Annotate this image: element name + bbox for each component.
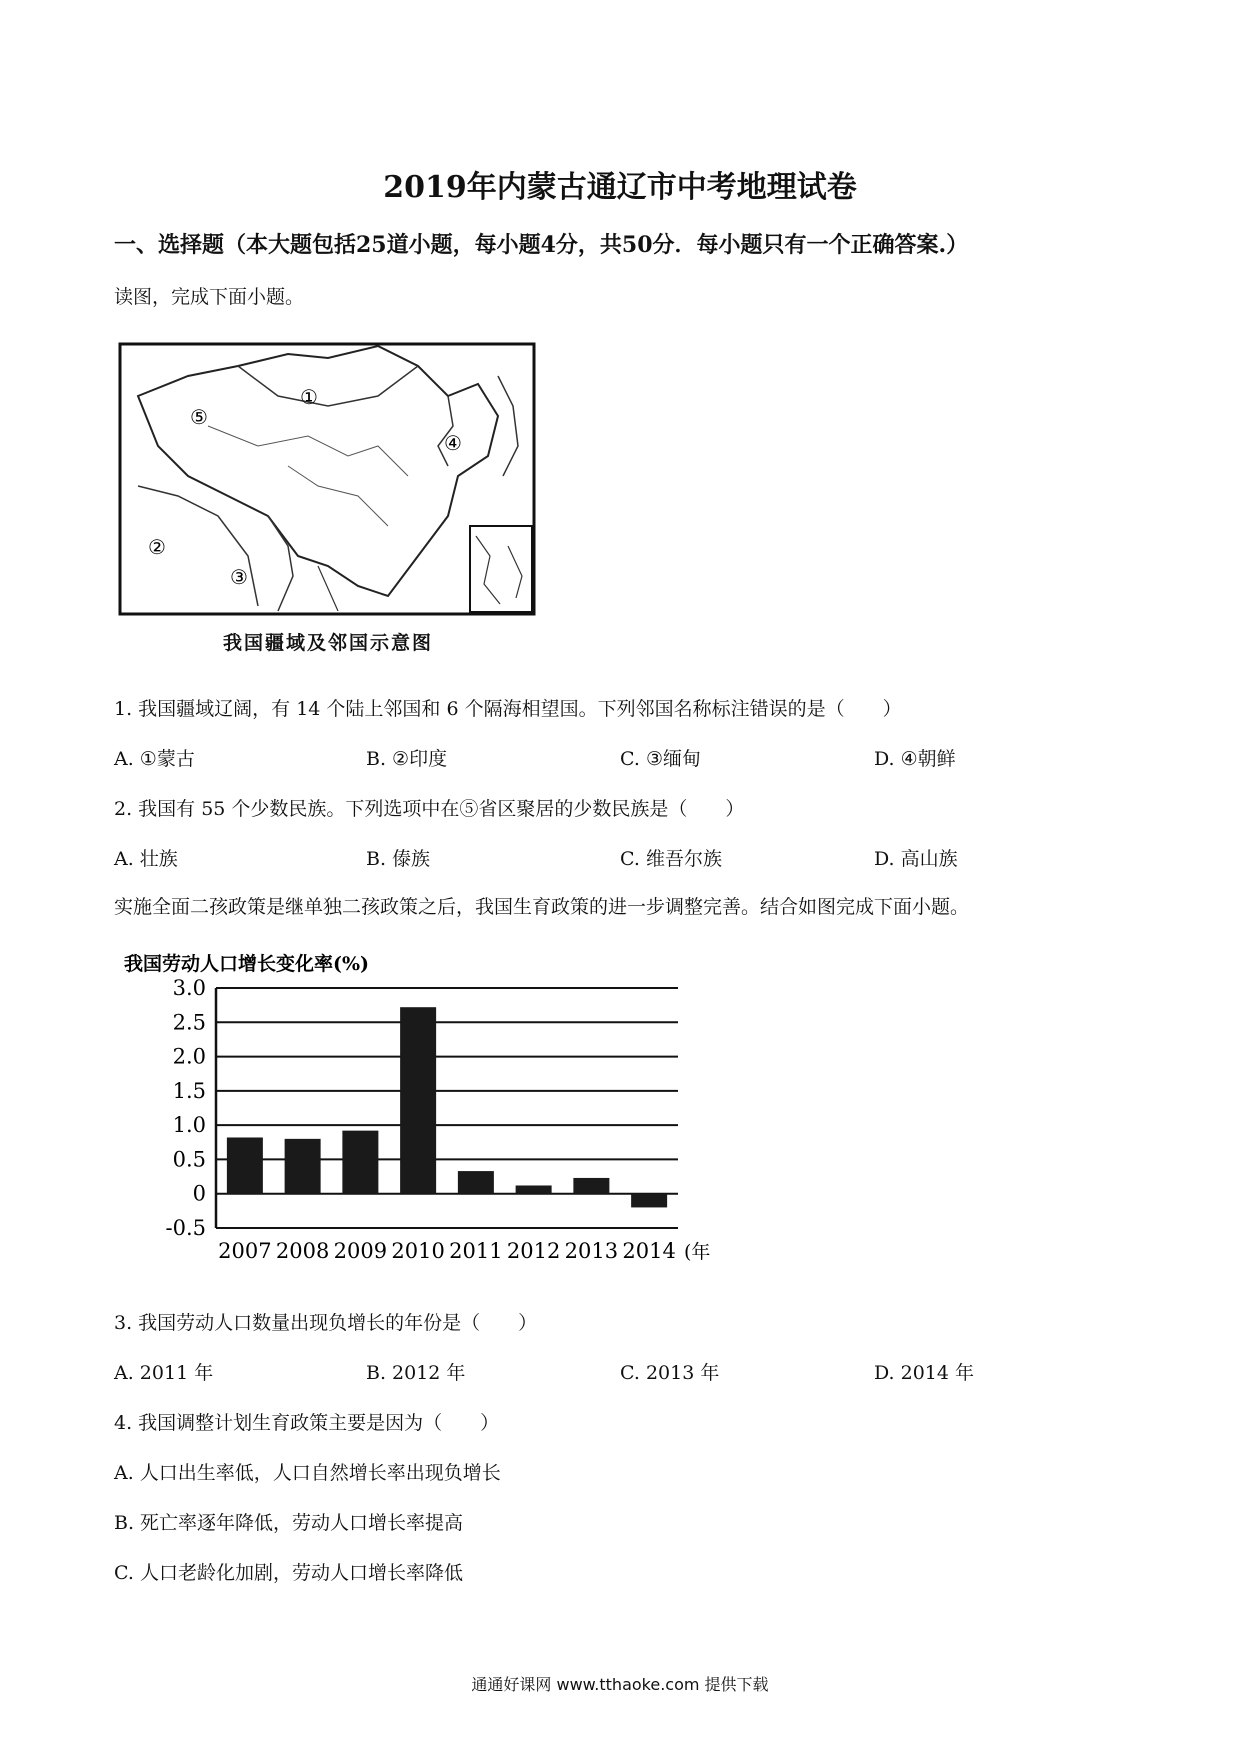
x-axis-unit: (年 (684, 1241, 711, 1263)
q4-option-c: C. 人口老龄化加剧，劳动人口增长率降低 (114, 1562, 463, 1584)
bar-2012 (516, 1185, 552, 1193)
map-label-5: ⑤ (190, 405, 208, 429)
q3-option-a: A. 2011 年 (114, 1362, 214, 1384)
q1-option-d: D. ④朝鲜 (874, 748, 956, 770)
q2-option-b: B. 傣族 (366, 848, 431, 870)
bar-2007 (227, 1137, 263, 1193)
section-heading: 一、选择题（本大题包括25道小题，每小题4分，共50分．每小题只有一个正确答案.） (114, 232, 969, 258)
x-tick-label: 2007 (218, 1239, 272, 1263)
bar-2014 (631, 1194, 667, 1208)
map-figure (118, 336, 538, 618)
q1-option-a: A. ①蒙古 (114, 748, 195, 770)
map-label-1: ① (300, 385, 318, 409)
x-tick-label: 2014 (622, 1239, 676, 1263)
q3-option-d: D. 2014 年 (874, 1362, 975, 1384)
page-footer: 通通好课网 www.tthaoke.com 提供下载 (471, 1675, 769, 1694)
q1-option-c: C. ③缅甸 (620, 748, 701, 770)
y-tick-label: 3.0 (172, 976, 206, 1000)
intro-text-2: 实施全面二孩政策是继单独二孩政策之后，我国生育政策的进一步调整完善。结合如图完成下面小题。 (114, 896, 970, 918)
q2-option-d: D. 高山族 (874, 848, 958, 870)
q3-option-b: B. 2012 年 (366, 1362, 466, 1384)
y-tick-label: 0.5 (172, 1147, 206, 1172)
question-1-stem: 1. 我国疆域辽阔，有 14 个陆上邻国和 6 个隔海相望国。下列邻国名称标注错误的是（ ） (114, 698, 902, 720)
q3-option-c: C. 2013 年 (620, 1362, 720, 1384)
bar-2011 (458, 1171, 494, 1194)
y-tick-label: 1.5 (172, 1078, 206, 1103)
y-tick-label: 1.0 (172, 1113, 206, 1138)
q2-option-a: A. 壮族 (114, 848, 178, 870)
x-tick-label: 2008 (275, 1239, 330, 1263)
q2-option-c: C. 维吾尔族 (620, 848, 722, 870)
x-tick-label: 2010 (391, 1239, 445, 1263)
y-tick-label: 2.0 (172, 1044, 206, 1069)
bar-2013 (573, 1178, 609, 1194)
question-2-stem: 2. 我国有 55 个少数民族。下列选项中在⑤省区聚居的少数民族是（ ） (114, 798, 745, 820)
map-caption: 我国疆域及邻国示意图 (222, 632, 433, 654)
q4-option-a: A. 人口出生率低，人口自然增长率出现负增长 (114, 1462, 501, 1484)
map-svg (118, 336, 538, 618)
q1-option-b: B. ②印度 (366, 748, 448, 770)
question-4-stem: 4. 我国调整计划生育政策主要是因为（ ） (114, 1412, 500, 1434)
bar-2008 (285, 1139, 321, 1194)
question-3-stem: 3. 我国劳动人口数量出现负增长的年份是（ ） (114, 1312, 538, 1334)
y-tick-label: 2.5 (172, 1010, 206, 1035)
intro-text-1: 读图，完成下面小题。 (114, 286, 305, 308)
y-tick-label: 0 (192, 1181, 206, 1206)
y-tick-label: -0.5 (165, 1216, 206, 1240)
chart-title: 我国劳动人口增长变化率(%) (124, 953, 370, 975)
map-label-2: ② (148, 535, 166, 559)
chart-svg (118, 948, 728, 1288)
page-title: 2019年内蒙古通辽市中考地理试卷 (383, 170, 857, 205)
x-tick-label: 2013 (564, 1239, 619, 1263)
x-tick-label: 2009 (333, 1239, 388, 1263)
q4-option-b: B. 死亡率逐年降低，劳动人口增长率提高 (114, 1512, 464, 1534)
map-label-3: ③ (230, 565, 248, 589)
bar-chart (118, 948, 728, 1288)
x-tick-label: 2012 (506, 1239, 561, 1263)
x-tick-label: 2011 (449, 1239, 503, 1263)
bar-2009 (342, 1131, 378, 1194)
bar-2010 (400, 1007, 436, 1194)
map-label-4: ④ (444, 431, 462, 455)
